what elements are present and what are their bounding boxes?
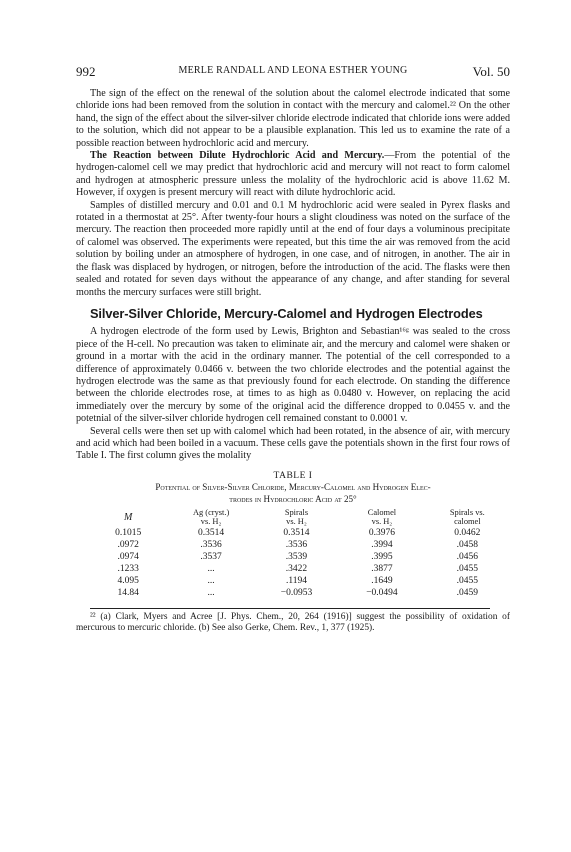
table-cell: .1233 (117, 563, 139, 574)
table-label: TABLE I (273, 470, 313, 481)
table-cell: ... (207, 563, 215, 574)
table-caption-line-1: Potential of Silver-Silver Chloride, Mercury-Calomel and Hydrogen Elec- (155, 482, 431, 493)
table-cell: 0.3514 (198, 528, 225, 539)
table-cell: ... (207, 587, 215, 598)
header-top: M (124, 511, 133, 523)
table-row (88, 588, 510, 600)
header-bottom: vs. H₂ (286, 517, 307, 527)
table-row (88, 576, 510, 588)
table-cell: −0.0953 (280, 587, 313, 598)
table-cell: ... (207, 575, 215, 586)
section-heading: Silver-Silver Chloride, Mercury-Calomel and Hydrogen Electrodes (90, 305, 483, 321)
table-cell: .0974 (117, 552, 139, 562)
table-cell: 4.095 (117, 575, 139, 586)
table-cell: .0455 (456, 575, 479, 586)
header-top: Spirals (284, 508, 309, 518)
col-header-m (88, 508, 168, 528)
table-cell: .3539 (285, 552, 308, 562)
table-cell: .3537 (200, 552, 222, 562)
volume-label: Vol. 50 (472, 64, 510, 79)
table-cell: 14.84 (117, 587, 139, 598)
table-cell: 0.1015 (115, 528, 142, 539)
paragraph: The sign of the effect on the renewal of the solution about the calomel electrode indicated that some chloride ions had been removed from the solution in contact with the mercury and calomel.²² On the other hand, the sign of the effect about the silver-silver chloride electrode indicated that chloride ions were added to the solution, which did not appear to be a plausible explanation. This led us to examine the rate of a possible reaction between hydrochloric acid and mercury. (76, 88, 510, 149)
table-cell: .0459 (456, 587, 479, 598)
header-top: Ag (cryst.) (192, 508, 230, 518)
table-cell: .1649 (371, 575, 393, 586)
table-cell: .0458 (456, 540, 479, 551)
header-top: Spirals vs. (449, 508, 485, 518)
running-head: MERLE RANDALL AND LEONA ESTHER YOUNG (178, 65, 408, 76)
run-in-text: —From the potential of the hydrogen-calomel cell we may predict that hydrochloric acid and mercury will not react to form calomel and hydrogen at atmospheric pressure unless the molality of the hydrochloric acid is above 11.62 M. However, if oxygen is present mercury will react with dilute hydrochloric acid. (76, 150, 510, 199)
col-header-ag (168, 508, 253, 528)
header-top: Calomel (367, 508, 397, 518)
col-header-calomel (339, 508, 424, 528)
table-cell: .1194 (285, 575, 307, 586)
paragraph: A hydrogen electrode of the form used by Lewis, Brighton and Sebastian¹⁶ᵍ was sealed to the cross piece of the H-cell. No precaution was taken to eliminate air, and the mercury and calomel were shaken or ground in a mortar with the acid in the ordinary manner. The potential of the cell corresponded to a difference of approximately 0.0466 v. between the two chloride electrodes and the potential against the hydrogen electrode was the same as that previously found for each electrode. On standing the difference between the chloride electrodes rose, at times to as high as 0.0480 v. However, on replacing the acid immediately over the mercury by some of the original acid the difference dropped to 0.0455 v. and the potetnial of the silver-silver chloride hydrogen cell remained constant to 0.0001 v. (76, 326, 510, 425)
table-cell: 0.3976 (368, 528, 395, 539)
table-caption-line-2: trodes in Hydrochloric Acid at 25° (229, 493, 357, 504)
table-cell: .3994 (371, 540, 393, 551)
table-row (88, 564, 510, 576)
page-number: 992 (76, 64, 96, 79)
table-cell: .3877 (371, 563, 393, 574)
paragraph: Several cells were then set up with calomel which had been rotated, in the absence of air, with mercury and acid which had been boiled in a vacuum. These cells gave the potentials shown in the first four rows of Table I. The first column gives the molality (76, 425, 510, 462)
table-row (88, 528, 510, 540)
table-cell: .3536 (285, 540, 308, 551)
table-cell: −0.0494 (366, 587, 398, 598)
page-header (76, 64, 510, 80)
table-cell: .3995 (371, 552, 393, 562)
header-bottom: vs. H₂ (200, 517, 222, 527)
footnote-rule (90, 608, 490, 609)
data-table (88, 508, 510, 599)
run-in-heading: The Reaction between Dilute Hydrochloric Acid and Mercury. (90, 150, 385, 162)
col-header-spirals (254, 508, 339, 528)
table-cell: .0455 (456, 563, 479, 574)
paragraph-run-in (76, 150, 510, 200)
table-cell: .0456 (456, 552, 479, 562)
table-row (88, 540, 510, 552)
table-cell: .3422 (285, 563, 308, 574)
article-body (76, 88, 510, 635)
table-cell: .0972 (117, 540, 139, 551)
paragraph: Samples of distilled mercury and 0.01 and 0.1 M hydrochloric acid were sealed in Pyrex flasks and rotated in a thermostat at 25°. After twenty-four hours a slight cloudiness was noted on the surface of the mercury. The reaction then proceeded more rapidly until at the end of four days a voluminous precipitate of calomel was observed. The experiments were repeated, but this time the air was removed from the acid solution by boiling under an atmosphere of hydrogen, in one case, and of nitrogen, in another. The air in the flask was displaced by hydrogen, or nitrogen, before the introduction of the acid. The flasks were then sealed and rotated for seven days without the appearance of any change, and after standing for several months the mercury surfaces were still bright. (76, 199, 510, 298)
table-cell: 0.0462 (454, 528, 481, 539)
table-row (88, 552, 510, 564)
col-header-spirals-vs-calomel (425, 508, 510, 528)
header-bottom: vs. H₂ (371, 517, 393, 527)
table-header-row (88, 508, 510, 528)
table-cell: 0.3514 (283, 528, 310, 539)
footnote: ²² (a) Clark, Myers and Acree [J. Phys. Chem., 20, 264 (1916)] suggest the possibility of oxidation of mercurous to mercuric chloride. (b) See also Gerke, Chem. Rev., 1, 377 (1925). (76, 611, 510, 634)
header-bottom: calomel (454, 517, 481, 527)
table-cell: .3536 (200, 540, 222, 551)
